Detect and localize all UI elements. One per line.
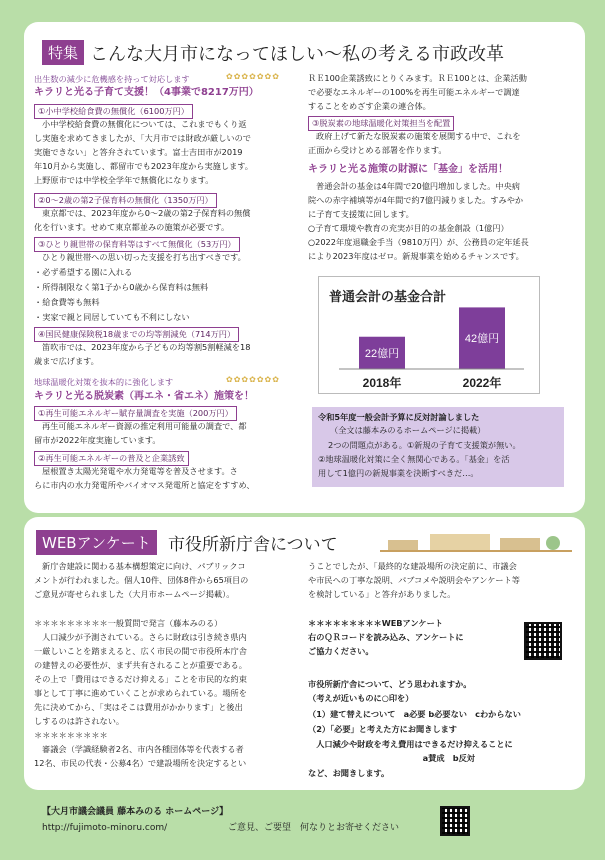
footer-url[interactable]: http://fujimoto-minoru.com/	[42, 823, 168, 833]
section-head-2: キラリと光る脱炭素（再エネ・省エネ）施策を！	[34, 391, 254, 402]
notice-sub: （全文は藤本みのるホームページに掲載）	[330, 425, 486, 435]
section-sub-1: 出生数の減少に危機感を持って対応します	[34, 74, 190, 84]
chart-category-label-0: 2018年	[362, 376, 402, 390]
section-head-1: キラリと光る子育て支援！（4事業で8217万円）	[34, 87, 259, 98]
chart-value-label-1: 42億円	[464, 333, 500, 346]
item-6: ②再生可能エネルギーの普及と企業誘致	[34, 451, 189, 466]
decor-dots-1: ✿✿✿✿✿✿✿	[226, 72, 280, 81]
decor-dots-2: ✿✿✿✿✿✿✿	[226, 375, 280, 384]
item-4: ④国民健康保険税18歳までの均等割減免（714万円）	[34, 327, 239, 342]
chart-title: 普通会計の基金合計	[329, 289, 447, 304]
web-tag: WEBアンケート	[36, 530, 157, 555]
footer-note: ご意見、ご要望 何なりとお寄せください	[228, 823, 400, 833]
item-5: ①再生可能エネルギー賦存量調査を実施（200万円）	[34, 406, 237, 421]
feature-tag: 特集	[42, 40, 84, 65]
web-title: 市役所新庁舎について	[168, 535, 338, 555]
item-3: ③ひとり親世帯の保育料等はすべて無償化（53万円）	[34, 237, 240, 252]
item-2: ②0～2歳の第2子保育料の無償化（1350万円）	[34, 193, 217, 208]
building-illustration	[380, 530, 572, 552]
survey-qr-code[interactable]	[524, 622, 562, 660]
chart-value-label-0: 22億円	[364, 347, 400, 360]
fund-chart	[318, 276, 540, 394]
feature-title: こんな大月市になってほしい～私の考える市政改革	[90, 44, 504, 65]
section-sub-2: 地球温暖化対策を抜本的に強化します	[34, 377, 174, 387]
item-3-text: ひとり親世帯への思い切った支援を打ち出すべきです。	[42, 252, 246, 262]
fund-chart-svg	[319, 277, 539, 393]
item-7: ③脱炭素の地球温暖化対策担当を配置	[308, 116, 454, 131]
footer-name: 【大月市議会議員 藤本みのる ホームページ】	[42, 807, 229, 817]
chart-category-label-1: 2022年	[462, 376, 502, 390]
footer-qr-code[interactable]	[440, 806, 470, 836]
section-head-3: キラリと光る施策の財源に「基金」を活用！	[308, 164, 508, 175]
survey-head: ＊＊＊＊＊＊＊＊＊WEBアンケート	[308, 618, 443, 628]
item-1: ①小中学校給食費の無償化（6100万円）	[34, 104, 193, 119]
notice-title: 令和5年度一般会計予算に反対討論しました	[318, 412, 480, 422]
